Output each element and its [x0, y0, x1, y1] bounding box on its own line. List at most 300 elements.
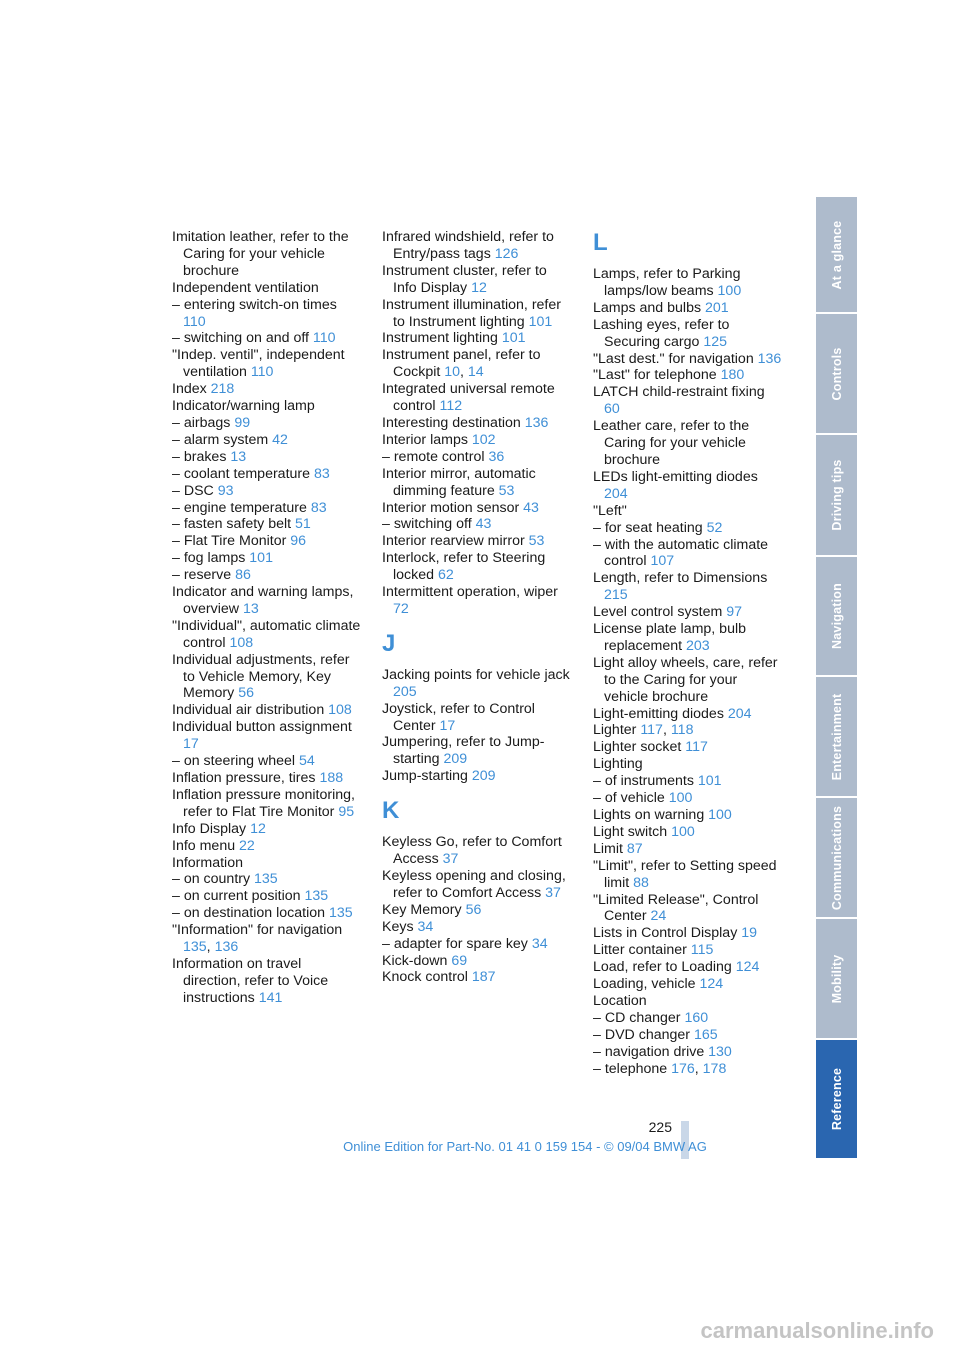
page-link[interactable]: 118 [670, 722, 694, 739]
index-entry-text: Light alloy wheels, care, refer to the Caring for your vehicle brochure [593, 654, 778, 705]
index-entry [593, 1010, 783, 1027]
index-entry-text: Infrared windshield, refer to Entry/pass tags [382, 229, 554, 262]
index-entry-text: Key Memory [382, 901, 466, 918]
index-entry-text: Inflation pressure monitoring, refer to Flat Tire Monitor [172, 786, 355, 820]
index-entry-text: Light-emitting diodes [593, 705, 728, 722]
index-entry [172, 398, 362, 415]
index-entry [382, 936, 572, 953]
index-entry-text: Information [172, 854, 243, 871]
index-entry-text: Interior motion sensor [382, 499, 524, 516]
index-entry-text: Individual air distribution [172, 702, 329, 719]
page-link[interactable]: 13 [242, 600, 259, 617]
index-entry [382, 500, 572, 517]
index-entry-text: – telephone [593, 1060, 672, 1077]
index-entry [172, 719, 362, 753]
page-link[interactable]: 201 [705, 299, 729, 316]
page-link[interactable]: 101 [528, 313, 553, 330]
page-link[interactable]: 34 [531, 935, 548, 952]
index-entry [593, 807, 783, 824]
page-link[interactable]: 93 [217, 482, 234, 499]
index-entry [172, 652, 362, 703]
index-entry [593, 604, 783, 621]
index-entry-text: – fog lamps [172, 550, 250, 567]
index-entry-text: – on destination location [172, 905, 329, 922]
tab-label: Controls [829, 347, 844, 400]
page-link[interactable]: 209 [443, 751, 468, 768]
page-link[interactable]: 203 [686, 637, 710, 654]
page-link[interactable]: 99 [234, 414, 251, 431]
index-entry-text: – on steering wheel [172, 753, 299, 770]
index-entry [382, 297, 572, 331]
index-column-2 [382, 229, 572, 986]
index-entry [172, 500, 362, 517]
index-entry [593, 858, 783, 892]
index-entry [382, 919, 572, 936]
page-link[interactable]: 10 [444, 364, 461, 381]
page-link[interactable]: 43 [523, 499, 539, 516]
tab-at-a-glance[interactable] [816, 197, 857, 314]
index-entry-text: – DSC [172, 482, 218, 499]
index-entry-text: LEDs light-emitting diodes [593, 468, 758, 485]
index-entry [382, 902, 572, 919]
index-entry-text: Instrument panel, refer to Cockpit [382, 347, 541, 381]
index-entry [172, 516, 362, 533]
index-entry-text: Lamps and bulbs [593, 299, 705, 316]
index-entry-text: – on current position [172, 888, 305, 905]
page-link[interactable]: 17 [439, 717, 456, 734]
page-link[interactable]: 100 [668, 790, 693, 807]
index-entry-text: Keyless opening and closing, refer to Comfort Access [382, 868, 566, 901]
index-entry [172, 381, 362, 398]
page-link[interactable]: 72 [393, 600, 409, 617]
index-entry-text: – coolant temperature [172, 465, 314, 482]
index-entry [172, 533, 362, 550]
watermark: carmanualsonline.info [700, 1318, 934, 1343]
index-entry-text: Interior mirror, automatic dimming feature [382, 465, 536, 499]
index-entry [593, 706, 783, 723]
page-link[interactable]: 110 [183, 313, 206, 330]
index-entry [382, 969, 572, 986]
index-entry [382, 432, 572, 449]
page-link[interactable]: 86 [235, 567, 251, 584]
page-link[interactable]: 56 [465, 901, 482, 918]
page-link[interactable]: 56 [238, 685, 254, 702]
index-entry [382, 734, 572, 768]
index-entry: Instrument panel, refer to Cockpit 10, 14 [382, 347, 541, 381]
page-link[interactable]: 117 [685, 739, 708, 756]
index-entry [593, 993, 783, 1010]
page-link[interactable]: 101 [697, 773, 722, 790]
index-entry-text: – remote control [382, 448, 489, 465]
page-link[interactable]: 51 [295, 516, 311, 533]
index-entry [593, 367, 783, 384]
index-entry [172, 787, 362, 821]
index-entry [593, 824, 783, 841]
index-entry-text: – engine temperature [172, 499, 311, 516]
page-number: 225 [648, 1119, 672, 1135]
page-link[interactable]: 205 [393, 683, 417, 700]
index-entry-text: – fasten safety belt [172, 516, 296, 533]
index-entry [172, 584, 362, 618]
index-entry [593, 1044, 783, 1061]
index-entry-text: Instrument lighting [382, 330, 502, 347]
index-entry [382, 584, 572, 618]
page-link[interactable]: 95 [338, 803, 355, 820]
page-link[interactable]: 178 [702, 1060, 727, 1077]
index-entry [172, 956, 362, 1007]
page-link[interactable]: 136 [524, 414, 549, 431]
index-entry-text: "Information" for navigation [172, 922, 343, 939]
index-entry [172, 229, 362, 280]
index-entry-text: Indicator and warning lamps, overview [172, 584, 354, 617]
index-entry [172, 483, 362, 500]
page-link[interactable]: 87 [626, 840, 643, 857]
tab-label: Driving tips [829, 459, 844, 531]
index-entry-text: – reserve [172, 567, 236, 584]
index-entry [593, 300, 783, 317]
page-link[interactable]: 22 [239, 837, 255, 854]
index-entry [593, 773, 783, 790]
index-entry-text: Light switch [593, 823, 672, 840]
tab-label: Communications [829, 805, 844, 910]
page-link[interactable]: 62 [437, 567, 454, 584]
index-entry-text: – switching off [382, 516, 476, 533]
index-entry-text: Load, refer to Loading [593, 959, 736, 976]
index-entry [593, 959, 783, 976]
index-entry-text: "Limited Release", Control Center [593, 891, 759, 925]
index-entry-text: – adapter for spare key [382, 935, 532, 952]
index-entry [593, 976, 783, 993]
index-entry [382, 466, 572, 500]
tab-label: Reference [829, 1067, 844, 1131]
index-entry-text: Jumpering, refer to Jump-starting [382, 734, 545, 768]
index-entry-text: "Last" for telephone [593, 367, 721, 384]
page-link[interactable]: 54 [298, 753, 315, 770]
index-entry-text: Keyless Go, refer to Comfort Access [382, 834, 562, 868]
index-entry-text: Lists in Control Display [593, 925, 742, 942]
index-entry-text: "Left" [593, 502, 627, 519]
index-entry-text: Knock control [382, 969, 472, 986]
index-column-1 [172, 229, 362, 1007]
index-entry: "Information" for navigation 135, 136 [172, 922, 343, 956]
page-link[interactable]: 130 [708, 1043, 732, 1060]
index-entry-text: Limit [593, 840, 627, 857]
index-entry-text: – switching on and off [172, 330, 313, 347]
index-entry [382, 415, 572, 432]
index-letter-heading: L [593, 229, 608, 256]
page-link[interactable]: 115 [690, 942, 714, 959]
tab-label: Entertainment [829, 693, 844, 780]
page-link[interactable]: 135 [328, 905, 353, 922]
index-entry [593, 621, 783, 655]
page-link[interactable]: 100 [708, 807, 732, 823]
tab-label: At a glance [829, 220, 844, 289]
page-link[interactable]: 180 [720, 367, 745, 384]
page-link[interactable]: 160 [684, 1009, 709, 1026]
page-link[interactable]: 100 [671, 823, 695, 840]
index-entry [172, 280, 362, 297]
index-entry [382, 229, 572, 263]
index-entry [382, 701, 572, 735]
page-link[interactable]: 124 [699, 976, 724, 993]
page-link[interactable]: 101 [249, 550, 273, 567]
index-entry-text: – CD changer [593, 1009, 685, 1026]
page-link[interactable]: 37 [442, 851, 459, 868]
tab-label: Navigation [829, 583, 844, 649]
page-link[interactable]: 100 [717, 282, 742, 299]
index-entry [593, 790, 783, 807]
index-entry [593, 841, 783, 858]
index-entry-text: Lamps, refer to Parking lamps/low beams [593, 266, 741, 299]
index-entry-text: Lighter socket [593, 739, 686, 756]
index-entry [172, 618, 362, 652]
index-entry [172, 415, 362, 432]
page-link[interactable]: 107 [650, 553, 675, 570]
index-entry [593, 469, 783, 503]
page-link[interactable]: 112 [439, 398, 463, 415]
index-entry-text: Joystick, refer to Control Center [382, 700, 535, 734]
page-link[interactable]: 136 [214, 939, 239, 956]
page-link[interactable]: 135 [183, 939, 207, 956]
index-entry-text: – DVD changer [593, 1026, 694, 1043]
page-link[interactable]: 83 [313, 465, 330, 482]
tab-entertainment[interactable] [816, 677, 857, 798]
index-entry-text: – navigation drive [593, 1043, 709, 1060]
index-entry [593, 317, 783, 351]
index-entry-text: Interesting destination [382, 414, 525, 431]
index-entry [593, 925, 783, 942]
page-link[interactable]: 37 [545, 884, 561, 901]
page-link[interactable]: 83 [310, 499, 327, 516]
page-link[interactable]: 17 [183, 736, 199, 753]
index-entry-text: Lighter [593, 722, 641, 739]
index-letter-heading: J [382, 629, 396, 657]
index-entry-text: Independent ventilation [172, 279, 319, 296]
index-entry [172, 871, 362, 888]
index-entry-text: Litter container [593, 942, 691, 959]
index-entry [172, 905, 362, 922]
index-entry-text: – alarm system [172, 431, 273, 448]
index-entry [593, 351, 783, 368]
index-entry-text: Interior rearview mirror [382, 533, 529, 550]
index-entry [593, 503, 783, 520]
index-entry [382, 868, 572, 902]
page-link[interactable]: 188 [319, 770, 344, 786]
tab-communications[interactable] [816, 798, 857, 919]
index-entry [172, 702, 362, 719]
index-entry-text: Information on travel direction, refer to Voice instructions [172, 955, 329, 1006]
page-link[interactable]: 187 [471, 969, 496, 986]
page-link[interactable]: 60 [604, 401, 620, 418]
index-entry [382, 550, 572, 584]
page-link[interactable]: 204 [727, 705, 752, 722]
index-entry-text: – of vehicle [593, 790, 669, 807]
index-entry-text: Keys [382, 918, 418, 935]
index-entry [382, 263, 572, 297]
index-entry-text: Length, refer to Dimensions [593, 570, 768, 587]
page-link[interactable]: 117 [640, 722, 663, 739]
page-link[interactable]: 135 [254, 871, 278, 888]
page-link[interactable]: 176 [671, 1060, 695, 1077]
index-entry [172, 567, 362, 584]
page-link[interactable]: 110 [312, 330, 336, 347]
index-entry-text: Leather care, refer to the Caring for your vehicle brochure [593, 418, 750, 468]
index-entry [172, 297, 362, 331]
index-entry [593, 756, 783, 773]
index-entry-text: – for seat heating [593, 519, 707, 536]
index-entry [172, 432, 362, 449]
index-entry [593, 537, 783, 571]
page-link[interactable]: 141 [258, 989, 283, 1006]
index-entry [593, 739, 783, 756]
index-entry-text: Imitation leather, refer to the Caring for your vehicle brochure [172, 229, 349, 279]
index-entry [382, 516, 572, 533]
page-link[interactable]: 97 [726, 604, 743, 621]
page-link[interactable]: 102 [471, 431, 496, 448]
index-entry-text: "Limit", refer to Setting speed limit [593, 857, 777, 891]
index-entry [382, 449, 572, 466]
index-entry-text: – airbags [172, 414, 235, 431]
index-entry-text: Interlock, refer to Steering locked [382, 550, 546, 584]
page-link[interactable]: 12 [471, 279, 487, 296]
page-link[interactable]: 36 [488, 448, 505, 465]
index-entry-text: LATCH child-restraint fixing [593, 384, 765, 401]
index-entry-text: Instrument cluster, refer to Info Display [382, 262, 547, 296]
page-link[interactable]: 34 [417, 918, 434, 935]
index-entry: Lighter 117, 118 [593, 722, 694, 739]
index-entry [172, 821, 362, 838]
index-entry-text: "Indep. ventil", independent ventilation [172, 347, 345, 381]
tab-label: Mobility [829, 954, 844, 1003]
page-link[interactable]: 69 [451, 952, 468, 969]
page-link[interactable]: 209 [471, 768, 496, 785]
index-entry [593, 892, 783, 926]
index-entry-text: Info menu [172, 837, 240, 854]
page-link[interactable]: 124 [735, 959, 760, 976]
index-entry-text: Kick-down [382, 952, 452, 969]
page-link[interactable]: 96 [290, 533, 307, 550]
index-letter-heading: K [382, 797, 400, 825]
index-entry-text: Info Display [172, 820, 251, 837]
page-link[interactable]: 204 [604, 485, 628, 502]
page-link[interactable]: 43 [475, 516, 492, 533]
index-entry-text: Lighting [593, 756, 643, 773]
page-link[interactable]: 125 [703, 333, 728, 350]
page-link[interactable]: 19 [741, 925, 758, 942]
index-entry-text: "Individual", automatic climate control [172, 617, 361, 651]
index-entry [593, 655, 783, 706]
index-entry: – telephone 176, 178 [593, 1060, 727, 1077]
index-entry-text: Loading, vehicle [593, 976, 700, 993]
index-entry [593, 942, 783, 959]
index-entry-text: Individual adjustments, refer to Vehicle Memory, Key Memory [172, 651, 350, 702]
index-entry [172, 550, 362, 567]
index-entry [172, 770, 362, 787]
page-link[interactable]: 42 [272, 431, 288, 448]
section-tabs [816, 197, 857, 1160]
page-link[interactable]: 126 [494, 245, 519, 262]
index-entry-text: – entering switch-on times [172, 296, 337, 313]
page-link[interactable]: 24 [650, 908, 667, 925]
index-entry [172, 753, 362, 770]
footer-text: Online Edition for Part-No. 01 41 0 159 154 - © 09/04 BMW AG [343, 1139, 707, 1154]
index-entry-text: Jump-starting [382, 768, 472, 785]
index-entry-text: – brakes [172, 448, 231, 465]
index-entry [593, 520, 783, 537]
index-entry [382, 381, 572, 415]
index-entry [172, 330, 362, 347]
index-entry [382, 667, 572, 701]
index-entry-text: Index [172, 381, 211, 398]
index-entry [172, 838, 362, 855]
index-entry-text: Location [593, 992, 647, 1009]
index-entry-text: – Flat Tire Monitor [172, 533, 291, 550]
page-link[interactable]: 14 [467, 364, 484, 381]
page-link[interactable]: 12 [250, 820, 266, 837]
index-entry-text: – of instruments [593, 773, 698, 790]
index-entry [382, 533, 572, 550]
page-link[interactable]: 52 [706, 519, 723, 536]
index-entry [382, 768, 572, 785]
index-entry [382, 330, 572, 347]
index-entry-text: "Last dest." for navigation [593, 350, 758, 367]
page-link[interactable]: 101 [501, 330, 526, 347]
index-entry-text: Instrument illumination, refer to Instrument lighting [382, 296, 561, 330]
index-entry [382, 834, 572, 868]
index-entry [382, 953, 572, 970]
page-link[interactable]: 53 [498, 482, 515, 499]
index-entry [593, 570, 783, 604]
page-link[interactable]: 108 [328, 702, 352, 719]
page-link[interactable]: 135 [304, 888, 329, 905]
page-link[interactable]: 13 [230, 448, 247, 465]
index-entry-text: – on country [172, 871, 255, 888]
index-entry [172, 466, 362, 483]
index-entry-text: License plate lamp, bulb replacement [593, 621, 747, 654]
index-entry-text: Indicator/warning lamp [172, 398, 315, 415]
index-entry [593, 266, 783, 300]
index-entry-text: Inflation pressure, tires [172, 770, 320, 786]
page-link[interactable]: 53 [528, 533, 545, 550]
page-link[interactable]: 165 [693, 1026, 718, 1043]
index-entry-text: Jacking points for vehicle jack [382, 666, 570, 683]
index-entry-text: Intermittent operation, wiper [382, 584, 558, 601]
index-entry [593, 384, 783, 418]
page-link[interactable]: 110 [250, 364, 274, 381]
tab-controls[interactable] [816, 314, 857, 435]
index-entry [172, 347, 362, 381]
index-entry [172, 855, 362, 872]
index-entry-text: Lights on warning [593, 807, 709, 823]
index-entry-text: Integrated universal remote control [382, 381, 555, 415]
index-entry-text: – with the automatic climate control [593, 536, 769, 570]
tab-navigation[interactable] [816, 557, 857, 677]
index-entry-text: Individual button assignment [172, 719, 352, 736]
index-entry [593, 1027, 783, 1044]
tab-driving-tips[interactable] [816, 435, 857, 557]
page-link[interactable]: 218 [210, 381, 235, 398]
index-entry-text: Lashing eyes, refer to Securing cargo [593, 316, 730, 350]
page-link[interactable]: 136 [757, 350, 782, 367]
page-link[interactable]: 108 [229, 634, 254, 651]
index-entry-text: Level control system [593, 604, 727, 621]
index-entry [172, 449, 362, 466]
page-link[interactable]: 215 [604, 587, 628, 604]
index-entry-text: Interior lamps [382, 431, 472, 448]
page-link[interactable]: 88 [633, 874, 649, 891]
index-column-3 [593, 229, 783, 1078]
tab-mobility[interactable] [816, 919, 857, 1040]
